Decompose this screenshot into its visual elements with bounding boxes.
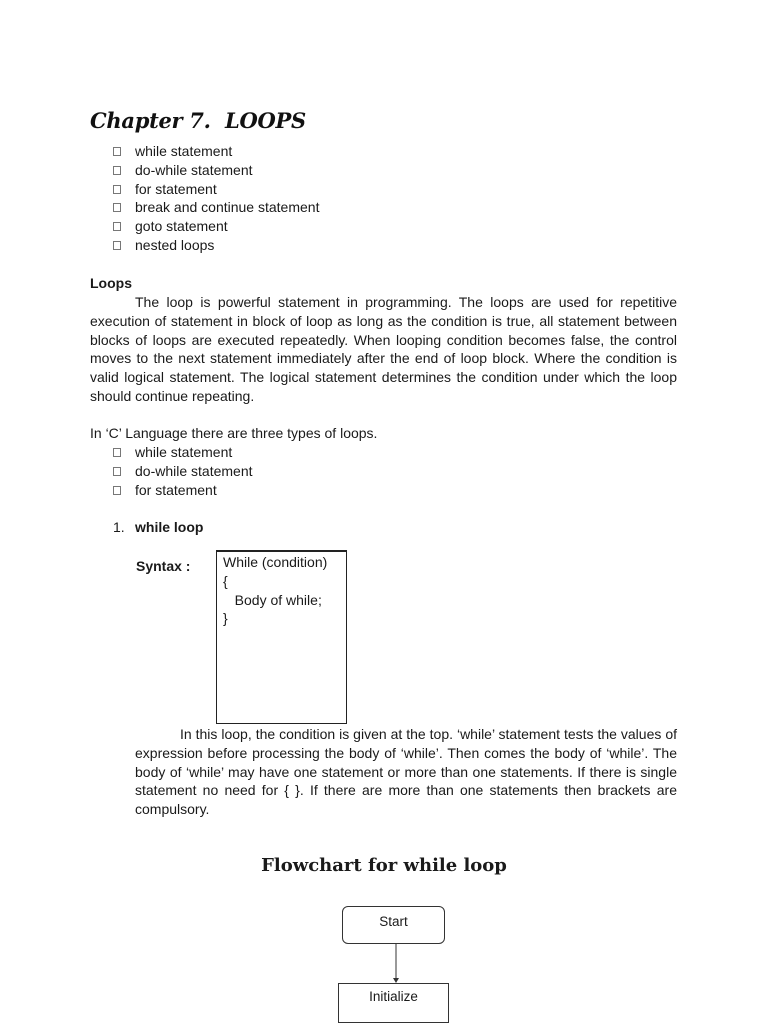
topic-item: nested loops (90, 236, 319, 255)
syntax-label: Syntax : (136, 558, 191, 574)
topic-item: do-while statement (90, 161, 319, 180)
bullet-box-icon (113, 185, 121, 194)
loop-type-item: for statement (90, 481, 253, 500)
loop-types-list (90, 443, 253, 499)
bullet-box-icon (113, 448, 121, 457)
topic-item: goto statement (90, 217, 319, 236)
syntax-code-box: While (condition) { Body of while; } (216, 550, 347, 724)
while-loop-heading: while loop (135, 519, 204, 535)
bullet-box-icon (113, 241, 121, 250)
flowchart-initialize-node: Initialize (338, 983, 449, 1023)
topic-item: break and continue statement (90, 198, 319, 217)
bullet-box-icon (113, 467, 121, 476)
bullet-box-icon (113, 147, 121, 156)
chapter-name: LOOPS (225, 108, 306, 133)
loops-paragraph: The loop is powerful statement in programming. The loops are used for repetitive execution of statement in block of loop as long as the condition is true, all statement between blocks of loops are executed repeatedly. When looping condition becomes false, the control moves to the next statement immediately after the end of loop block. Where the condition is valid logical statement. The logical statement determines the condition under which the loop should continue repeating. (90, 294, 677, 404)
bullet-box-icon (113, 203, 121, 212)
while-loop-number: 1. (113, 519, 125, 535)
loop-type-item: do-while statement (90, 462, 253, 481)
flowchart-start-node: Start (342, 906, 445, 944)
topic-item: while statement (90, 142, 319, 161)
bullet-box-icon (113, 222, 121, 231)
topic-item: for statement (90, 180, 319, 199)
flowchart-title: Flowchart for while loop (261, 855, 507, 876)
while-description: In this loop, the condition is given at the top. ‘while’ statement tests the values of expression before processing the body of ‘while’. Then comes the body of ‘while’. The body of ‘while’ may have one statement or more than one statements. If there is single statement no need for { }. If there are more than one statements then brackets are compulsory. (135, 726, 677, 818)
section-heading-loops: Loops (90, 275, 132, 291)
flowchart-arrow (390, 944, 402, 984)
loop-types-intro: In ‘C’ Language there are three types of loops. (90, 425, 378, 441)
topic-list (90, 142, 319, 255)
loop-type-item: while statement (90, 443, 253, 462)
bullet-box-icon (113, 486, 121, 495)
bullet-box-icon (113, 166, 121, 175)
chapter-number: Chapter 7. (90, 108, 211, 133)
chapter-title (90, 108, 306, 133)
